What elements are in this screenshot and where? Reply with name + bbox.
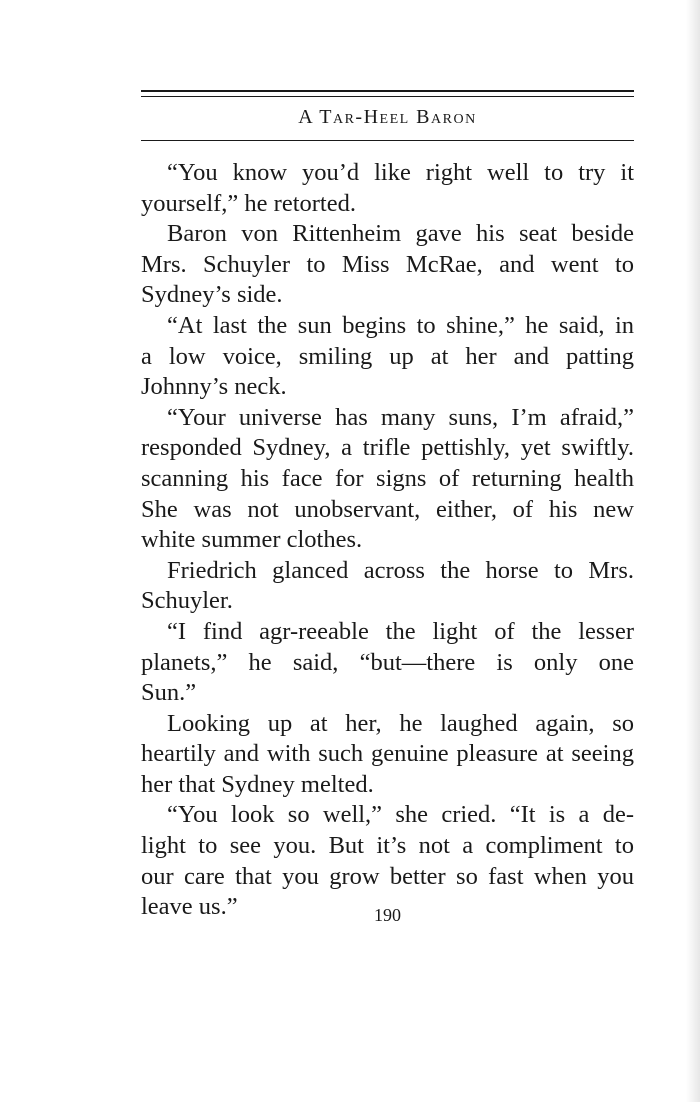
- text-line: “At last the sun begins to shine,” he said, in: [167, 311, 634, 339]
- text-line: Baron von Rittenheim gave his seat beside: [167, 220, 634, 248]
- text-line: planets,” he said, “but—there is only one: [141, 648, 634, 676]
- text-line: white summer clothes.: [141, 526, 363, 554]
- header-underline: [141, 140, 634, 141]
- header-rule-top: [141, 90, 634, 92]
- text-line: “You look so well,” she cried. “It is a de-: [167, 801, 634, 829]
- page-number: 190: [374, 905, 401, 925]
- page-edge-shadow: [686, 0, 700, 1102]
- text-line: Schuyler.: [141, 587, 233, 615]
- text-line: a low voice, smiling up at her and patting: [141, 342, 634, 370]
- text-line: “Your universe has many suns, I’m afraid,”: [167, 403, 634, 431]
- running-head: A Tar-Heel Baron: [298, 106, 477, 128]
- text-line: our care that you grow better so fast when you: [141, 862, 634, 890]
- text-line: light to see you. But it’s not a compliment to: [141, 832, 634, 860]
- text-line: Looking up at her, he laughed again, so: [167, 709, 634, 737]
- text-line: She was not unobservant, either, of his new: [141, 495, 634, 523]
- text-line: responded Sydney, a trifle pettishly, yet swiftly.: [141, 434, 634, 462]
- text-line: “You know you’d like right well to try it: [167, 159, 634, 186]
- text-line: leave us.”: [141, 893, 238, 921]
- text-line: Friedrich glanced across the horse to Mrs.: [167, 556, 634, 584]
- header-rule-bottom: [141, 96, 634, 97]
- text-line: Mrs. Schuyler to Miss McRae, and went to: [141, 250, 634, 278]
- text-line: heartily and with such genuine pleasure at seeing: [141, 740, 634, 768]
- text-line: yourself,” he retorted.: [141, 189, 356, 217]
- text-line: Johnny’s neck.: [141, 373, 287, 401]
- text-line: her that Sydney melted.: [141, 770, 374, 798]
- text-line: Sydney’s side.: [141, 281, 283, 309]
- body-text: [141, 158, 634, 923]
- text-line: scanning his face for signs of returning health: [141, 464, 634, 492]
- text-line: Sun.”: [141, 679, 197, 707]
- text-line: “I find agr-reeable the light of the lesser: [167, 617, 634, 645]
